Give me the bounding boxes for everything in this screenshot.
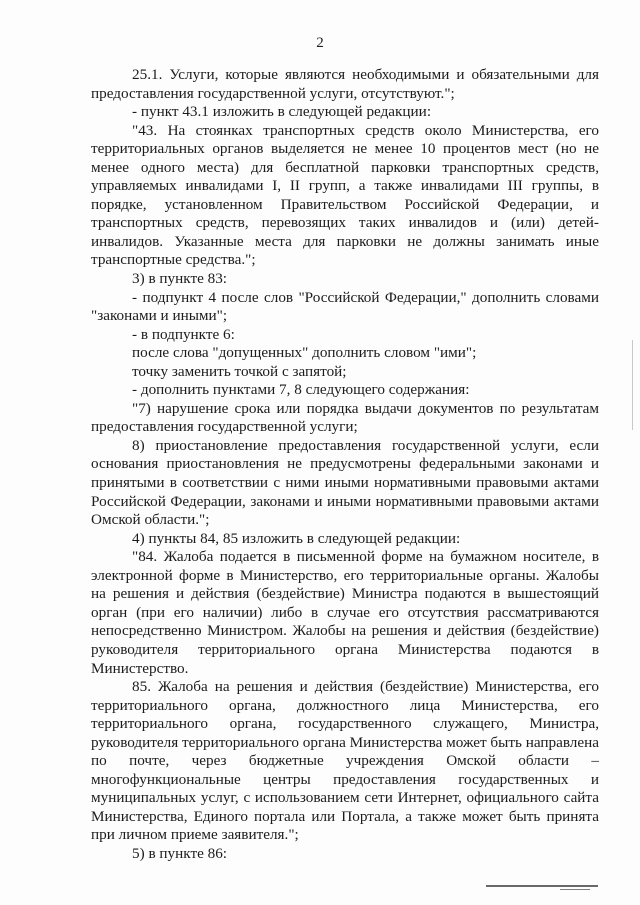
paragraph-85: 85. Жалоба на решения и действия (бездействие) Министерства, его территориального органа, должностного лица Министерства, его территориального органа, государственного служащего, Министра, руководителя территориального органа Министерства может быть направлена по почте, через бюджетные учреждения Омской области – многофункциональные центры предоставления государственных и муниципальных услуг, с использованием сети Интернет, официального сайта Министерства, Единого портала или Портала, а также может быть принята при личном приеме заявителя.";: [91, 678, 599, 844]
paragraph-amend-43-1: - пункт 43.1 изложить в следующей редакции:: [132, 103, 432, 121]
page-number: 2: [316, 35, 324, 51]
paragraph-item-3: 3) в пункте 83:: [132, 270, 228, 288]
paragraph-item-7: "7) нарушение срока или порядка выдачи документов по результатам предоставления государственной услуги;: [91, 399, 599, 436]
paragraph-25-1: 25.1. Услуги, которые являются необходимыми и обязательными для предоставления государственной услуги, отсутствуют.";: [91, 66, 599, 102]
paragraph-item-8: 8) приостановление предоставления государственной услуги, если основания приостановления не предусмотрены федеральными законами и принятыми в соответствии с ними иными нормативными правовыми актами Российской Федерации, законами и иными нормативными правовыми актами Омской области.";: [91, 436, 599, 529]
scan-artifact: [560, 889, 590, 890]
paragraph-subitem-4: - подпункт 4 после слов "Российской Федерации," дополнить словами "законами и иными";: [91, 288, 599, 325]
paragraph-item-5: 5) в пункте 86:: [132, 844, 228, 862]
paragraph-add-items: - дополнить пунктами 7, 8 следующего содержания:: [132, 381, 470, 399]
scan-artifact: [632, 340, 633, 430]
paragraph-84: "84. Жалоба подается в письменной форме на бумажном носителе, в электронной форме в Министерство, его территориальные органы. Жалобы на решения и действия (бездействие) Министра подаются в вышестоящий орган (при его наличии) либо в случае его отсутствия рассматриваются непосредственно Министром. Жалобы на решения и действия (бездействие) руководителя территориального органа Министерства подаются в Министерство.: [91, 548, 599, 677]
paragraph-43: "43. На стоянках транспортных средств около Министерства, его территориальных органов выделяется не менее 10 процентов мест (но не менее одного места) для бесплатной парковки транспортных средств, управляемых инвалидами I, II групп, а также инвалидами III группы, в порядке, установленном Правительством Российской Федерации, и транспортных средств, перевозящих таких инвалидов и (или) детей-инвалидов. Указанные места для парковки не должны занимать иные транспортные средства.";: [91, 121, 599, 269]
paragraph-item-4: 4) пункты 84, 85 изложить в следующей редакции:: [132, 529, 461, 547]
scan-artifact: [486, 885, 598, 887]
paragraph-replace-dot: точку заменить точкой с запятой;: [132, 362, 347, 380]
paragraph-after-word: после слова "допущенных" дополнить словом "ими";: [132, 344, 477, 362]
paragraph-subitem-6: - в подпункте 6:: [132, 325, 235, 343]
document-body: [91, 66, 599, 864]
